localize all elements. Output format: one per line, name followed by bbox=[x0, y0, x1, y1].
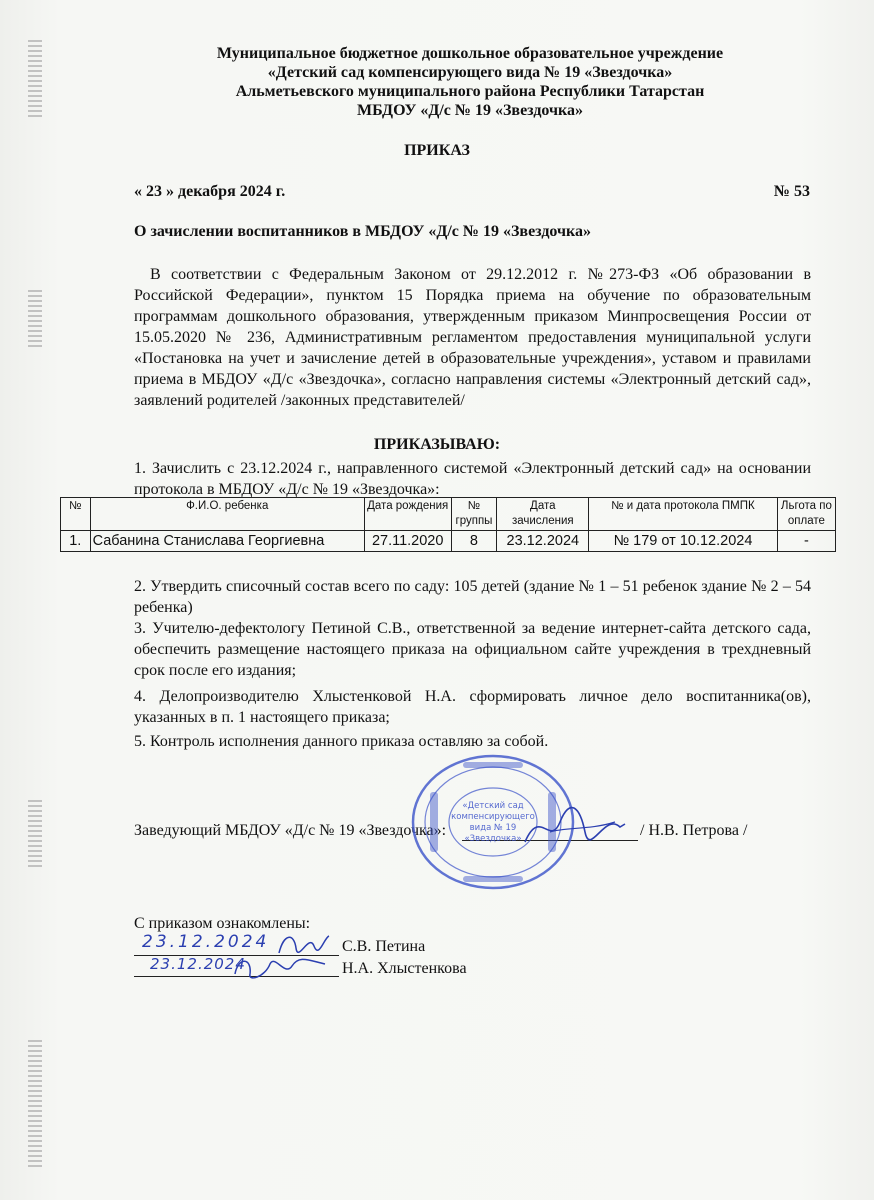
stamp-text: вида № 19 bbox=[469, 823, 517, 833]
acquaint-name-1: С.В. Петина bbox=[342, 938, 426, 955]
order-number: № 53 bbox=[773, 183, 810, 200]
order-item-4: 4. Делопроизводителю Хлыстенковой Н.А. сформировать личное дело воспитанника(ов), указанных в п. 1 настоящего приказа; bbox=[134, 688, 811, 726]
table-cell: 23.12.2024 bbox=[497, 531, 589, 552]
table-cell: 1. bbox=[61, 531, 91, 552]
order-item-1: 1. Зачислить с 23.12.2024 г., направленного системой «Электронный детский сад» на основании протокола в МБДОУ «Д/с № 19 «Звездочка»: bbox=[134, 460, 811, 498]
order-subject: О зачислении воспитанников в МБДОУ «Д/с № 19 «Звездочка» bbox=[134, 223, 591, 240]
table-header-cell: № группы bbox=[451, 498, 497, 531]
khlystenkova-signature-icon bbox=[230, 952, 330, 984]
document-title: ПРИКАЗ bbox=[404, 142, 470, 159]
scan-edge-mark bbox=[28, 40, 42, 120]
table-cell: 8 bbox=[451, 531, 497, 552]
order-heading: ПРИКАЗЫВАЮ: bbox=[373, 436, 501, 453]
order-item-2: 2. Утвердить списочный состав всего по саду: 105 детей (здание № 1 – 51 ребенок здание № 2 – 54 ребенка) bbox=[134, 578, 811, 616]
order-date: « 23 » декабря 2024 г. bbox=[134, 183, 286, 200]
scan-edge-mark bbox=[28, 800, 42, 870]
stamp-text: компенсирующего bbox=[451, 812, 535, 822]
stamp-text: «Звездочка» bbox=[464, 834, 522, 844]
table-header-cell: Дата рождения bbox=[364, 498, 451, 531]
acquaint-name-2: Н.А. Хлыстенкова bbox=[342, 960, 467, 977]
table-cell: № 179 от 10.12.2024 bbox=[589, 531, 778, 552]
acquaint-date-2: 23.12.2024 bbox=[150, 955, 246, 973]
stamp-text: «Детский сад bbox=[462, 801, 524, 811]
order-item-3: 3. Учителю-дефектологу Петиной С.В., ответственной за ведение интернет-сайта детского сада, обеспечить размещение настоящего приказа на официальном сайте учреждения в трехдневный срок после его издания; bbox=[134, 620, 811, 679]
scan-edge-mark bbox=[28, 1040, 42, 1170]
table-cell: - bbox=[777, 531, 835, 552]
table-cell: Сабанина Станислава Георгиевна bbox=[90, 531, 364, 552]
table-row bbox=[61, 531, 836, 552]
acquainted-label: С приказом ознакомлены: bbox=[134, 915, 311, 932]
preamble-paragraph: В соответствии с Федеральным Законом от 29.12.2012 г. №273-ФЗ «Об образовании в Российской Федерации», пунктом 15 Порядка приема на обучение по образовательным программам дошкольного образования, утвержденным приказом Минпросвещения России от 15.05.2020 № 236, Административным регламентом предоставления муниципальной услуги «Постановка на учет и зачисление детей в образовательные учреждения», уставом и правилами приема в МБДОУ «Д/с «Звездочка», согласно направления системы «Электронный детский сад», заявлений родителей /законных представителей/ bbox=[134, 266, 811, 409]
header-line-1: Муниципальное бюджетное дошкольное образовательное учреждение bbox=[216, 45, 724, 62]
table-header-cell: № bbox=[61, 498, 91, 531]
table-header-cell: Дата зачисления bbox=[497, 498, 589, 531]
head-signature-icon bbox=[520, 802, 630, 852]
scan-edge-mark bbox=[28, 290, 42, 350]
header-line-3: Альметьевского муниципального района Республики Татарстан bbox=[235, 83, 705, 100]
header-line-4: МБДОУ «Д/с № 19 «Звездочка» bbox=[356, 102, 583, 119]
table-cell: 27.11.2020 bbox=[364, 531, 451, 552]
order-item-5: 5. Контроль исполнения данного приказа оставляю за собой. bbox=[134, 733, 549, 750]
acquaint-date-1: 23.12.2024 bbox=[142, 932, 270, 952]
header-line-2: «Детский сад компенсирующего вида № 19 «Звездочка» bbox=[267, 64, 673, 81]
table-header-cell: Ф.И.О. ребенка bbox=[90, 498, 364, 531]
head-position: Заведующий МБДОУ «Д/с № 19 «Звездочка»: bbox=[134, 822, 447, 839]
head-name: / Н.В. Петрова / bbox=[640, 822, 748, 839]
table-header-row bbox=[61, 498, 836, 531]
table-header-cell: Льгота по оплате bbox=[777, 498, 835, 531]
table-header-cell: № и дата протокола ПМПК bbox=[589, 498, 778, 531]
enrollment-table bbox=[60, 497, 836, 552]
